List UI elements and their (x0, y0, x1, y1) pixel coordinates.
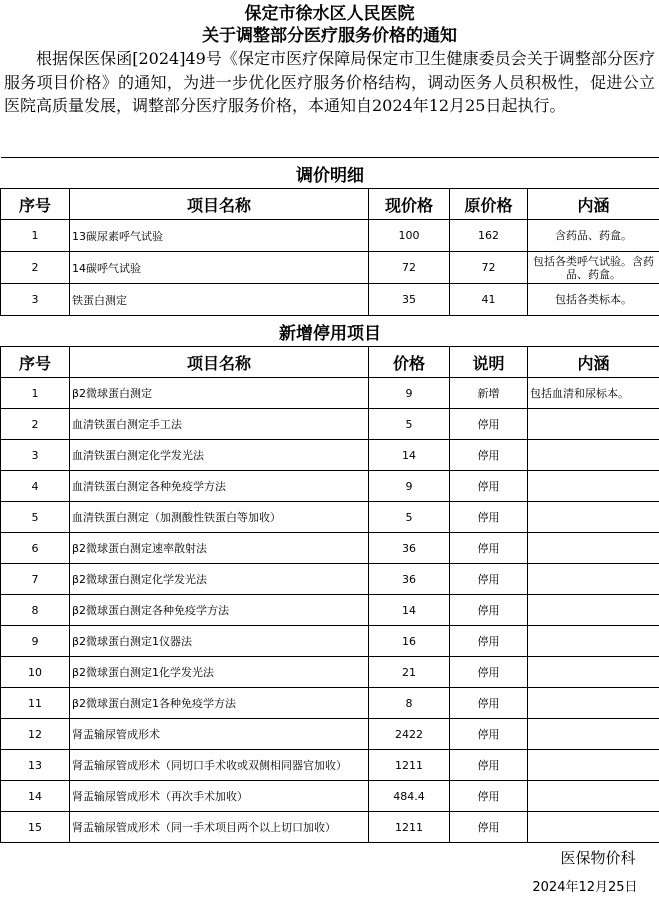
old-price: 72 (450, 252, 528, 284)
row-number: 1 (1, 220, 70, 252)
row-number: 15 (1, 812, 70, 843)
item-name: 肾盂输尿管成形术（再次手术加收） (70, 781, 369, 812)
item-name: β2微球蛋白测定1化学发光法 (70, 657, 369, 688)
item-status: 停用 (450, 440, 528, 471)
item-price: 36 (369, 533, 450, 564)
item-name: β2微球蛋白测定1仪器法 (70, 626, 369, 657)
row-number: 9 (1, 626, 70, 657)
row-number: 11 (1, 688, 70, 719)
row-number: 1 (1, 378, 70, 409)
item-name: 13碳尿素呼气试验 (70, 220, 369, 252)
column-header: 现价格 (369, 189, 450, 220)
item-name: 铁蛋白测定 (70, 284, 369, 316)
item-price: 8 (369, 688, 450, 719)
table-row (1, 657, 659, 688)
item-name: 肾盂输尿管成形术（同一手术项目两个以上切口加收） (70, 812, 369, 843)
item-status: 停用 (450, 502, 528, 533)
item-note (528, 657, 659, 688)
footer-date-row (1, 871, 659, 899)
row-number: 13 (1, 750, 70, 781)
item-name: β2微球蛋白测定速率散射法 (70, 533, 369, 564)
table-row (1, 409, 659, 440)
row-number: 2 (1, 409, 70, 440)
item-price: 21 (369, 657, 450, 688)
column-header: 序号 (1, 189, 70, 220)
table-row (1, 781, 659, 812)
old-price: 162 (450, 220, 528, 252)
column-header: 内涵 (528, 189, 659, 220)
item-status: 停用 (450, 595, 528, 626)
table-row (1, 284, 659, 316)
item-status: 停用 (450, 781, 528, 812)
item-name: 血清铁蛋白测定（加测酸性铁蛋白等加收） (70, 502, 369, 533)
item-note (528, 719, 659, 750)
item-price: 14 (369, 440, 450, 471)
table-row (1, 750, 659, 781)
item-status: 停用 (450, 812, 528, 843)
row-number: 12 (1, 719, 70, 750)
column-header: 内涵 (528, 347, 659, 378)
table-row (1, 688, 659, 719)
table-row (1, 626, 659, 657)
item-note (528, 812, 659, 843)
section2-header-row (1, 347, 659, 378)
row-number: 3 (1, 440, 70, 471)
item-price: 36 (369, 564, 450, 595)
table-row (1, 719, 659, 750)
section2-title-row (1, 316, 659, 347)
table-row (1, 595, 659, 626)
new-price: 35 (369, 284, 450, 316)
row-number: 3 (1, 284, 70, 316)
notice-intro: 根据保医保函[2024]49号《保定市医疗保障局保定市卫生健康委员会关于调整部分医疗服务项目价格》的通知，为进一步优化医疗服务价格结构，调动医务人员积极性，促进公立医院高质量发展，调整部分医疗服务价格，本通知自2024年12月25日起执行。 (4, 49, 655, 115)
row-number: 4 (1, 471, 70, 502)
notice-title: 关于调整部分医疗服务价格的通知 (202, 26, 457, 46)
item-note (528, 564, 659, 595)
item-name: 14碳呼气试验 (70, 252, 369, 284)
item-note (528, 440, 659, 471)
item-name: β2微球蛋白测定 (70, 378, 369, 409)
item-status: 停用 (450, 409, 528, 440)
section1-title: 调价明细 (1, 158, 659, 189)
item-name: β2微球蛋白测定各种免疫学方法 (70, 595, 369, 626)
column-header: 序号 (1, 347, 70, 378)
column-header: 项目名称 (70, 347, 369, 378)
item-note (528, 595, 659, 626)
row-number: 2 (1, 252, 70, 284)
column-header: 价格 (369, 347, 450, 378)
item-price: 5 (369, 409, 450, 440)
table-row (1, 812, 659, 843)
new-price: 72 (369, 252, 450, 284)
price-table (0, 157, 659, 899)
item-name: β2微球蛋白测定化学发光法 (70, 564, 369, 595)
table-row (1, 471, 659, 502)
item-note: 包括各类标本。 (528, 284, 659, 316)
section1-header-row (1, 189, 659, 220)
item-status: 新增 (450, 378, 528, 409)
item-note: 包括血清和尿标本。 (528, 378, 659, 409)
item-note: 含药品、药盒。 (528, 220, 659, 252)
item-note (528, 626, 659, 657)
column-header: 原价格 (450, 189, 528, 220)
item-price: 1211 (369, 750, 450, 781)
table-row (1, 220, 659, 252)
item-status: 停用 (450, 533, 528, 564)
row-number: 7 (1, 564, 70, 595)
hospital-title: 保定市徐水区人民医院 (244, 4, 415, 24)
item-price: 9 (369, 471, 450, 502)
section2-title: 新增停用项目 (1, 316, 659, 347)
item-name: 血清铁蛋白测定各种免疫学方法 (70, 471, 369, 502)
item-price: 9 (369, 378, 450, 409)
item-status: 停用 (450, 750, 528, 781)
table-row (1, 564, 659, 595)
item-name: β2微球蛋白测定1各种免疫学方法 (70, 688, 369, 719)
item-note (528, 471, 659, 502)
item-note (528, 502, 659, 533)
row-number: 5 (1, 502, 70, 533)
item-price: 14 (369, 595, 450, 626)
footer-department: 医保物价科 (1, 843, 659, 872)
item-price: 1211 (369, 812, 450, 843)
table-row (1, 378, 659, 409)
column-header: 项目名称 (70, 189, 369, 220)
section1-title-row (1, 158, 659, 189)
item-note (528, 750, 659, 781)
item-status: 停用 (450, 564, 528, 595)
item-price: 484.4 (369, 781, 450, 812)
old-price: 41 (450, 284, 528, 316)
table-row (1, 502, 659, 533)
item-price: 16 (369, 626, 450, 657)
table-row (1, 252, 659, 284)
item-status: 停用 (450, 719, 528, 750)
item-note (528, 688, 659, 719)
item-note (528, 781, 659, 812)
item-status: 停用 (450, 657, 528, 688)
item-name: 肾盂输尿管成形术 (70, 719, 369, 750)
table-row (1, 440, 659, 471)
row-number: 10 (1, 657, 70, 688)
row-number: 14 (1, 781, 70, 812)
item-price: 2422 (369, 719, 450, 750)
item-status: 停用 (450, 471, 528, 502)
column-header: 说明 (450, 347, 528, 378)
item-name: 血清铁蛋白测定手工法 (70, 409, 369, 440)
item-note (528, 409, 659, 440)
item-status: 停用 (450, 626, 528, 657)
item-name: 血清铁蛋白测定化学发光法 (70, 440, 369, 471)
table-row (1, 533, 659, 564)
row-number: 8 (1, 595, 70, 626)
item-status: 停用 (450, 688, 528, 719)
footer-department-row (1, 843, 659, 872)
new-price: 100 (369, 220, 450, 252)
item-note: 包括各类呼气试验。含药品、药盒。 (528, 252, 659, 284)
item-price: 5 (369, 502, 450, 533)
row-number: 6 (1, 533, 70, 564)
footer-date: 2024年12月25日 (532, 879, 638, 895)
item-name: 肾盂输尿管成形术（同切口手术收或双侧相同器官加收） (70, 750, 369, 781)
item-note (528, 533, 659, 564)
